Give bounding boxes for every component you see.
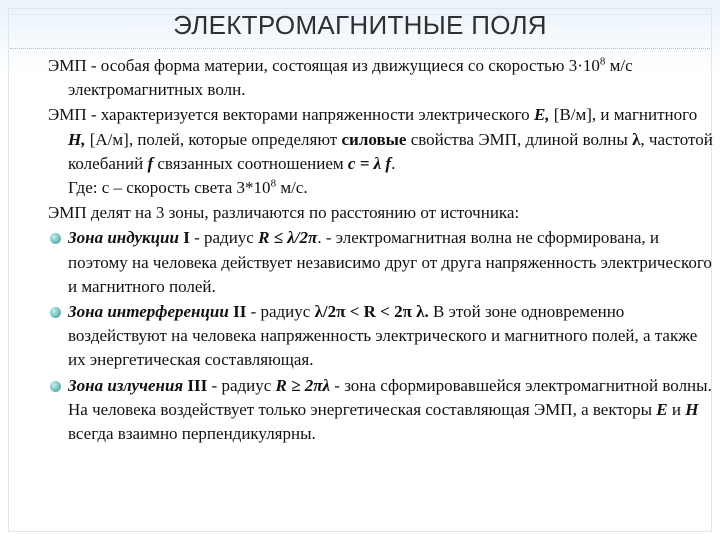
zone-name: Зона излучения (68, 375, 184, 395)
bullet-zone-induction (48, 226, 714, 299)
zone-description: - зона сформировавшейся электромагнитной волны. На человека воздействует только энергетическая составляющая ЭМП, а векторы (68, 375, 712, 419)
p2-lambda: λ (632, 129, 641, 149)
p2-text-4: свойства ЭМП, длиной волны (406, 129, 633, 149)
bullet-zone-interference (48, 300, 714, 373)
zone-condition: R ≥ 2πλ (275, 375, 331, 395)
zone-condition: R ≤ λ/2π (258, 228, 318, 248)
bullet-icon (50, 307, 61, 318)
p2-text-5: , частотой колебаний (68, 129, 713, 173)
p2-vector-h: Н, (68, 129, 86, 149)
bullet-zone-radiation (48, 374, 714, 447)
p2-frequency: f (147, 153, 154, 173)
p2-vector-e: Е, (533, 105, 550, 125)
p2-text-1: ЭМП - характеризуется векторами напряженности электрического (48, 105, 534, 125)
p2-where-superscript: 8 (270, 177, 277, 190)
p2-text-3: [А/м], полей, которые определяют (85, 129, 342, 149)
bullet-icon (50, 233, 61, 244)
slide-body (48, 54, 714, 447)
zone-pre: - радиус (246, 302, 315, 322)
p2-where-tail: м/с. (276, 178, 308, 198)
title-divider (10, 48, 710, 49)
bullet-icon (50, 381, 61, 392)
paragraph-zones-intro: ЭМП делят на 3 зоны, различаются по расстоянию от источника: (48, 203, 520, 223)
p2-formula: с = λ f (347, 153, 392, 173)
p1-tail: м/с электромагнитных волн. (68, 56, 633, 100)
zone-number: I (178, 228, 190, 248)
slide-title: ЭЛЕКТРОМАГНИТНЫЕ ПОЛЯ (173, 10, 547, 40)
zone-vector-e: Е (656, 399, 668, 419)
zone-vector-h: Н (685, 399, 699, 419)
p2-where-text: Где: с – скорость света 3*10 (68, 178, 271, 198)
zone-number: III (183, 375, 208, 395)
p1-text: ЭМП - особая форма материи, состоящая из движущиеся со скоростью 3·10 (48, 56, 600, 75)
zone-name: Зона индукции (68, 228, 179, 248)
p2-strong-word: силовые (341, 129, 407, 149)
p2-text-6: связанных соотношением (153, 153, 348, 173)
zone-number: II (228, 302, 247, 322)
zone-description: . - электромагнитная волна не сформирована, и поэтому на человека действует независимо друг от друга напряженность электрического и магнитного полей. (68, 228, 712, 296)
paragraph-vectors (48, 103, 714, 200)
zone-condition: λ/2π < R < 2π λ. (314, 302, 429, 322)
zone-end: всегда взаимно перпендикулярны. (68, 424, 316, 444)
p2-text-2: [В/м], и магнитного (549, 105, 698, 125)
zone-name: Зона интерференции (68, 302, 229, 322)
p1-superscript: 8 (599, 55, 606, 68)
zone-pre: - радиус (189, 228, 259, 248)
p2-text-7: . (391, 153, 396, 173)
zone-and: и (667, 399, 686, 419)
zone-pre: - радиус (207, 375, 276, 395)
paragraph-definition (48, 54, 714, 102)
zone-description: В этой зоне одновременно воздействуют на человека напряженность электрического и магнитного полей, а также их энергетическая составляющая. (68, 302, 698, 370)
